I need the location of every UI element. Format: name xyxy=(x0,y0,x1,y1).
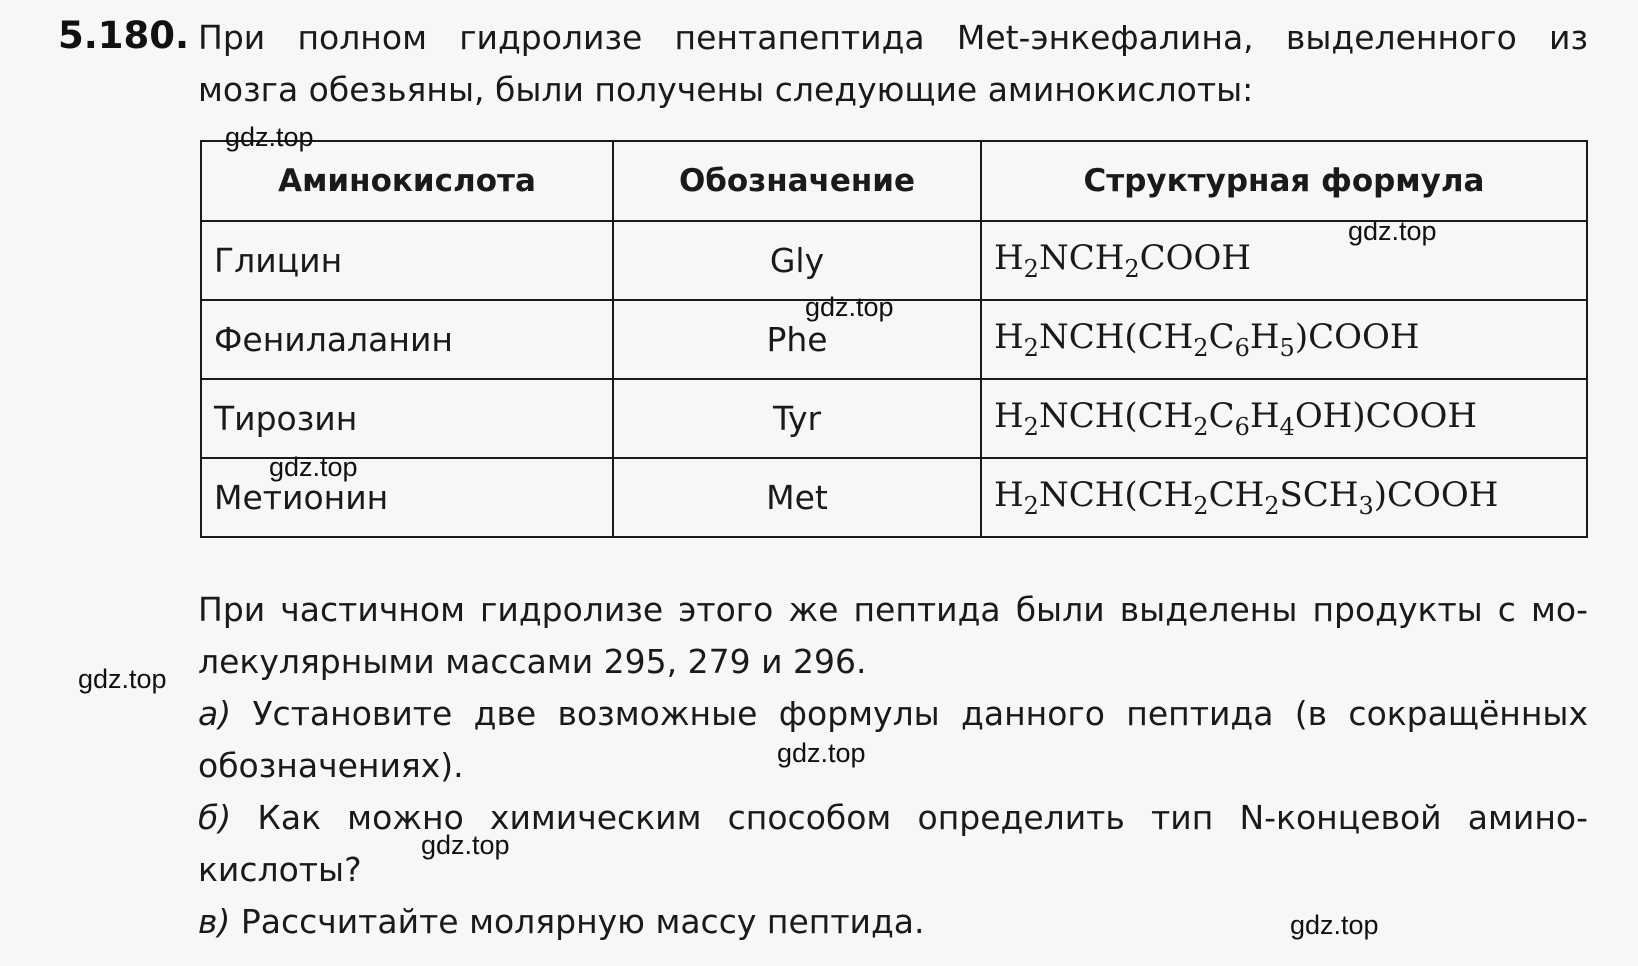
amino-acid-table xyxy=(200,140,1588,538)
watermark: gdz.top xyxy=(1348,216,1437,246)
amino-acid-code: Phe xyxy=(613,300,981,379)
header-structural-formula: Структурная формула xyxy=(981,141,1587,221)
question-b-letter: б) xyxy=(198,798,232,837)
table-row xyxy=(201,379,1587,458)
amino-acid-code: Gly xyxy=(613,221,981,300)
question-a-line2: обозначениях). xyxy=(198,746,464,785)
amino-acid-code: Met xyxy=(613,458,981,537)
table-row xyxy=(201,458,1587,537)
header-designation: Обозначение xyxy=(613,141,981,221)
question-c-line1 xyxy=(198,896,1588,948)
structural-formula: $H_2NCH(CH_2C_6H_4OH)COOH$ xyxy=(981,379,1587,458)
question-b-line2: кислоты? xyxy=(198,850,362,889)
question-b-text: Как можно химическим способом определить тип N-концевой амино- xyxy=(257,798,1588,837)
amino-acid-name: Фенилаланин xyxy=(201,300,613,379)
header-amino-acid: Аминокислота xyxy=(201,141,613,221)
watermark: gdz.top xyxy=(805,292,894,322)
amino-acid-name: Тирозин xyxy=(201,379,613,458)
watermark: gdz.top xyxy=(777,738,866,768)
question-b-line1 xyxy=(198,792,1588,844)
problem-intro-line1: При полном гидролизе пентапептида Met-энкефалина, выделенного из xyxy=(198,18,1588,57)
table-header-row xyxy=(201,141,1587,221)
structural-formula: $H_2NCH(CH_2C_6H_5)COOH$ xyxy=(981,300,1587,379)
question-a-line1 xyxy=(198,688,1588,740)
amino-acid-name: Глицин xyxy=(201,221,613,300)
watermark: gdz.top xyxy=(1290,910,1379,940)
table-row xyxy=(201,300,1587,379)
watermark: gdz.top xyxy=(269,452,358,482)
watermark: gdz.top xyxy=(225,122,314,152)
partial-hydrolysis-line1: При частичном гидролизе этого же пептида были выделены продукты с мо- xyxy=(198,590,1588,629)
partial-hydrolysis-line2: лекулярными массами 295, 279 и 296. xyxy=(198,642,867,681)
question-c-text: Рассчитайте молярную массу пептида. xyxy=(240,902,925,941)
problem-intro-line2: мозга обезьяны, были получены следующие аминокислоты: xyxy=(198,70,1254,109)
problem-number: 5.180. xyxy=(58,14,190,57)
amino-acid-code: Tyr xyxy=(613,379,981,458)
watermark: gdz.top xyxy=(421,830,510,860)
structural-formula: $H_2NCH_2COOH$ xyxy=(981,221,1587,300)
amino-acid-name: Метионин xyxy=(201,458,613,537)
question-a-letter: а) xyxy=(198,694,232,733)
question-c-letter: в) xyxy=(198,902,231,941)
watermark: gdz.top xyxy=(78,664,167,694)
question-a-text: Установите две возможные формулы данного пептида (в сокращённых xyxy=(252,694,1588,733)
structural-formula: $H_2NCH(CH_2CH_2SCH_3)COOH$ xyxy=(981,458,1587,537)
